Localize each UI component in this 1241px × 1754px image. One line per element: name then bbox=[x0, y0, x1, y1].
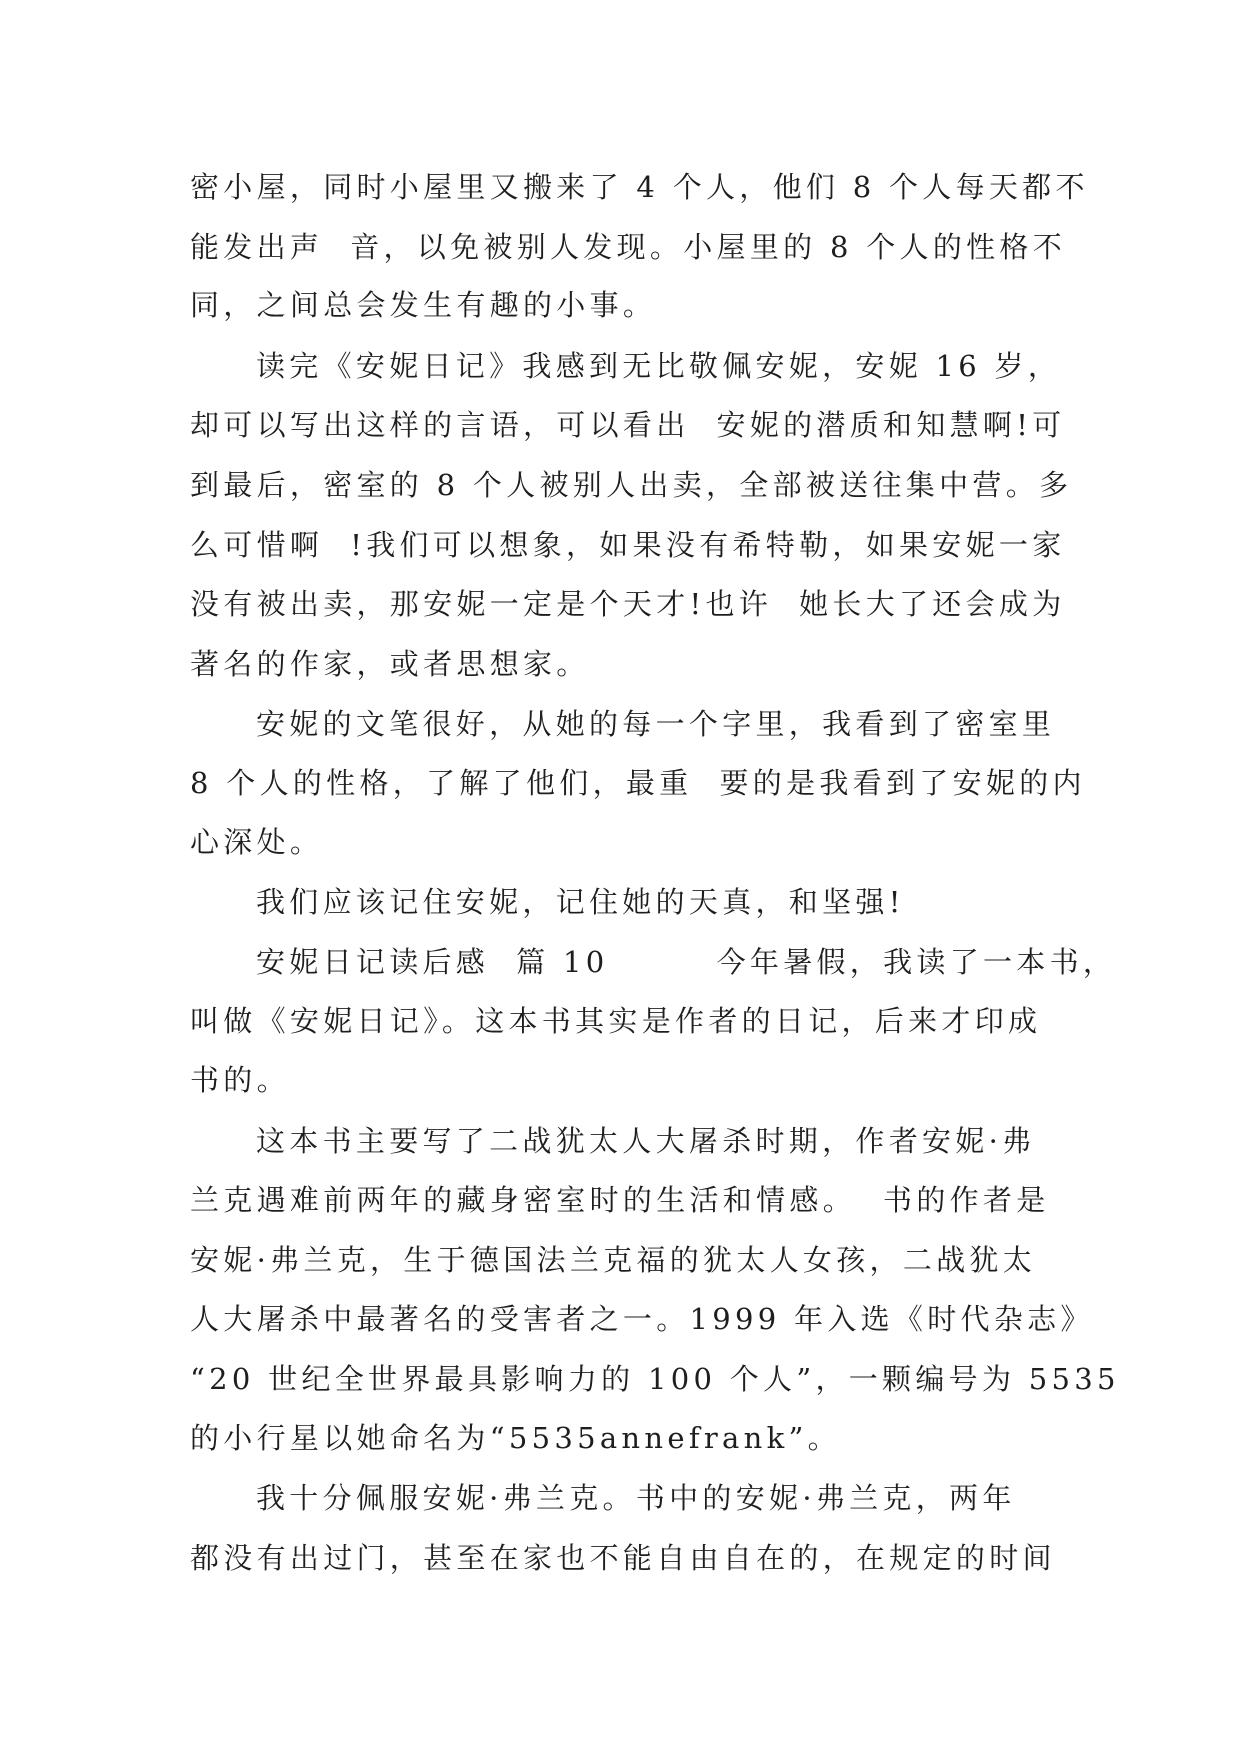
text-line: 都没有出过门，甚至在家也不能自由自在的，在规定的时间 bbox=[190, 1541, 1056, 1575]
text-line: 没有被出卖，那安妮一定是个天才!也许 她长大了还会成为 bbox=[190, 587, 1066, 621]
text-line: 的小行星以她命名为“5535annefrank”。 bbox=[190, 1421, 841, 1455]
text-line: 兰克遇难前两年的藏身密室时的生活和情感。 书的作者是 bbox=[190, 1183, 1050, 1217]
text-line: “20 世纪全世界最具影响力的 100 个人”，一颗编号为 5535 bbox=[190, 1362, 1120, 1396]
paragraph-first-line: 安妮的文笔很好，从她的每一个字里，我看到了密室里 bbox=[256, 707, 1056, 741]
text-line: 书的。 bbox=[190, 1063, 290, 1097]
paragraph-first-line: 我们应该记住安妮，记住她的天真，和坚强! bbox=[256, 885, 905, 919]
text-line: 到最后，密室的 8 个人被别人出卖，全部被送往集中营。多 bbox=[190, 468, 1073, 502]
text-line: 安妮·弗兰克，生于德国法兰克福的犹太人女孩，二战犹太 bbox=[190, 1243, 1037, 1277]
text-line: 密小屋，同时小屋里又搬来了 4 个人，他们 8 个人每天都不 bbox=[190, 170, 1089, 204]
text-line: 同，之间总会发生有趣的小事。 bbox=[190, 288, 657, 322]
text-line: 叫做《安妮日记》。这本书其实是作者的日记，后来才印成 bbox=[190, 1004, 1042, 1038]
paragraph-first-line: 这本书主要写了二战犹太人大屠杀时期，作者安妮·弗 bbox=[256, 1124, 1036, 1158]
text-line: 心深处。 bbox=[190, 825, 324, 859]
text-line: 却可以写出这样的言语，可以看出 安妮的潜质和知慧啊!可 bbox=[190, 408, 1066, 442]
text-line: 著名的作家，或者思想家。 bbox=[190, 647, 590, 681]
paragraph-first-line: 我十分佩服安妮·弗兰克。书中的安妮·弗兰克，两年 bbox=[256, 1481, 1016, 1515]
section-heading-line: 安妮日记读后感 篇 10 今年暑假，我读了一本书， bbox=[256, 945, 1117, 979]
text-line: 人大屠杀中最著名的受害者之一。1999 年入选《时代杂志》 bbox=[190, 1302, 1094, 1336]
paragraph-first-line: 读完《安妮日记》我感到无比敬佩安妮，安妮 16 岁， bbox=[256, 349, 1062, 383]
text-line: 么可惜啊 !我们可以想象，如果没有希特勒，如果安妮一家 bbox=[190, 528, 1066, 562]
text-line: 8 个人的性格，了解了他们，最重 要的是我看到了安妮的内 bbox=[190, 766, 1086, 800]
text-line: 能发出声 音，以免被别人发现。小屋里的 8 个人的性格不 bbox=[190, 230, 1067, 264]
